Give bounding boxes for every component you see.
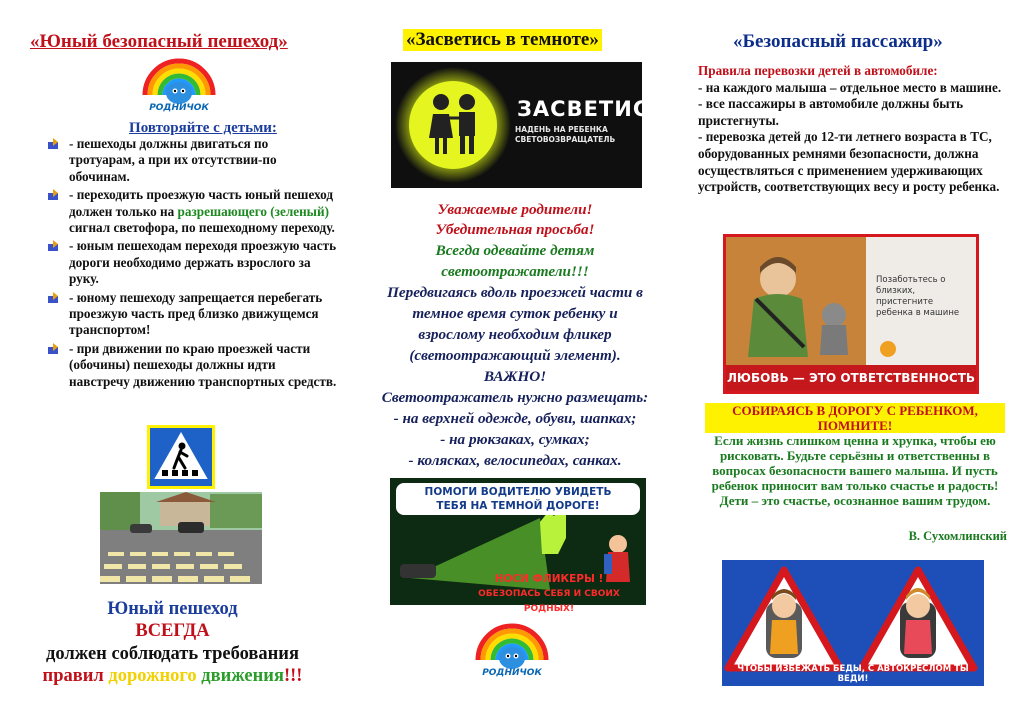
panel-title: «Безопасный пассажир» [733, 31, 943, 52]
list-item [45, 238, 337, 287]
rule-text: - при движении по краю проезжей части (обочины) пешеходы должны идти навстречу движению транспортных средств. [69, 340, 337, 389]
photo-banner: ЛЮБОВЬ — ЭТО ОТВЕТСТВЕННОСТЬ [726, 365, 976, 391]
list-item [45, 136, 337, 185]
info-line: - колясках, велосипедах, санках. [408, 452, 622, 469]
poster-header-line: ПОМОГИ ВОДИТЕЛЮ УВИДЕТЬ [424, 486, 612, 498]
info-line: - на верхней одежде, обуви, шапках; [393, 410, 637, 427]
rule-text: - все пассажиры в автомобиле должны быть пристегнуты. [698, 96, 964, 128]
rules-heading: Правила перевозки детей в автомобиле: [698, 63, 938, 78]
crosswalk-photo [100, 492, 262, 584]
bullet-icon [48, 292, 62, 304]
list-item [45, 187, 337, 236]
reflector-poster-image [391, 62, 677, 188]
logo-caption: РОДНИЧОК [149, 103, 209, 113]
appeal-line: Убедительная просьба! [435, 221, 595, 238]
info-line: - на рюкзаках, сумках; [440, 431, 590, 448]
bullet-icon [48, 343, 62, 355]
child-seat-photo [723, 234, 979, 394]
panel-title: «Засветись в темноте» [403, 29, 602, 51]
passenger-rules [698, 63, 1010, 196]
info-line: темное время суток ребенку и [412, 305, 618, 322]
panel-young-pedestrian [0, 0, 345, 724]
bullet-icon [48, 138, 62, 150]
rule-text: - на каждого малыша – отдельное место в машине. [698, 79, 1002, 95]
list-item [45, 341, 337, 390]
closing-line-1: Юный пешеход [107, 599, 238, 619]
poster-subtitle: НАДЕНЬ НА РЕБЕНКА СВЕТОВОЗВРАЩАТЕЛЬ [515, 125, 616, 144]
flicker-poster-image [390, 478, 646, 614]
poster-footer [452, 572, 646, 617]
info-line: Передвигаясь вдоль проезжей части в [387, 284, 643, 301]
panel-title: «Юный безопасный пешеход» [30, 31, 288, 52]
rule-text: - переходить проезжую часть юный пешеход должен только на [69, 187, 334, 219]
word-traffic: движения [196, 666, 284, 686]
info-line: (светоотражающий элемент). [409, 347, 621, 364]
appeal-line: Уважаемые родители! [437, 201, 593, 218]
appeal-line: Всегда одевайте детям [435, 242, 595, 259]
rule-text: - юному пешеходу запрещается перебегать проезжую часть пред близко движущемся транспортом! [69, 289, 323, 338]
poster-header [396, 483, 640, 515]
info-line: взрослому необходим фликер [418, 326, 612, 343]
bullet-icon [48, 240, 62, 252]
bullet-icon [48, 189, 62, 201]
seat-banner: ЧТОБЫ ИЗБЕЖАТЬ БЕДЫ, С АВТОКРЕСЛОМ ТЫ ВЕДИ! [737, 664, 969, 684]
rule-text-end: сигнал светофора, по пешеходному переходу. [69, 220, 335, 236]
quote-author: В. Сухомлинский [908, 529, 1007, 543]
rule-highlight: разрешающего (зеленый) [177, 203, 329, 219]
closing-line-2: ВСЕГДА [135, 621, 210, 641]
list-item [45, 290, 337, 339]
poster-footer-line: НОСИ ФЛИКЕРЫ ! [494, 573, 604, 585]
crosswalk-sign-icon [147, 425, 215, 489]
poster-title: ЗАСВЕТИСЬ! [517, 97, 677, 121]
poster-footer-line: ОБЕЗОПАСЬ СЕБЯ И СВОИХ РОДНЫХ! [478, 589, 620, 614]
remember-block [705, 403, 1005, 508]
info-line: ВАЖНО! [483, 368, 547, 385]
panel-glow-in-dark [345, 0, 685, 724]
logo-caption: РОДНИЧОК [482, 668, 542, 678]
remember-text: Если жизнь слишком ценна и хрупка, чтобы ею рисковать. Будьте серьёзны и ответственны в вопросах безопасности вашего малыша. И пусть ребенок приносит вам только счастье и радость! Дети – это счастье, осознанное вашим трудом. [711, 433, 999, 508]
rodnichok-logo [473, 620, 551, 678]
rule-text: - юным пешеходам переходя проезжую часть дороги необходимо держать взрослого за руку. [69, 238, 337, 287]
subheading: Повторяйте с детьми: [129, 120, 277, 136]
rule-text: - перевозка детей до 12-ти летнего возраста в ТС, оборудованных ремнями безопасности, должна осуществляться с применением удерживающих устройств, соответствующих весу и росту ребенка. [698, 129, 1000, 195]
info-line: Светоотражатель нужно размещать: [381, 389, 649, 406]
closing-line-4 [0, 665, 345, 687]
pedestrian-rules-list [45, 136, 337, 392]
poster-header-line: ТЕБЯ НА ТЕМНОЙ ДОРОГЕ! [436, 500, 600, 512]
remember-heading: СОБИРАЯСЬ В ДОРОГУ С РЕБЕНКОМ, ПОМНИТЕ! [705, 403, 1005, 433]
word-rules: правил [42, 666, 109, 686]
panel-safe-passenger [685, 0, 1024, 724]
photo-caption-text: Позаботьтесь о близких, пристегните ребенка в машине [876, 275, 960, 318]
rodnichok-logo [140, 55, 218, 113]
appeal-line: светоотражатели!!! [441, 263, 589, 280]
rule-text: - пешеходы должны двигаться по тротуарам, а при их отсутствии-по обочинам. [69, 136, 277, 184]
word-road: дорожного [108, 666, 197, 686]
car-seat-warning-image [722, 560, 984, 686]
closing-line-3: должен соблюдать требования [46, 644, 299, 664]
exclamation: !!! [283, 666, 303, 686]
